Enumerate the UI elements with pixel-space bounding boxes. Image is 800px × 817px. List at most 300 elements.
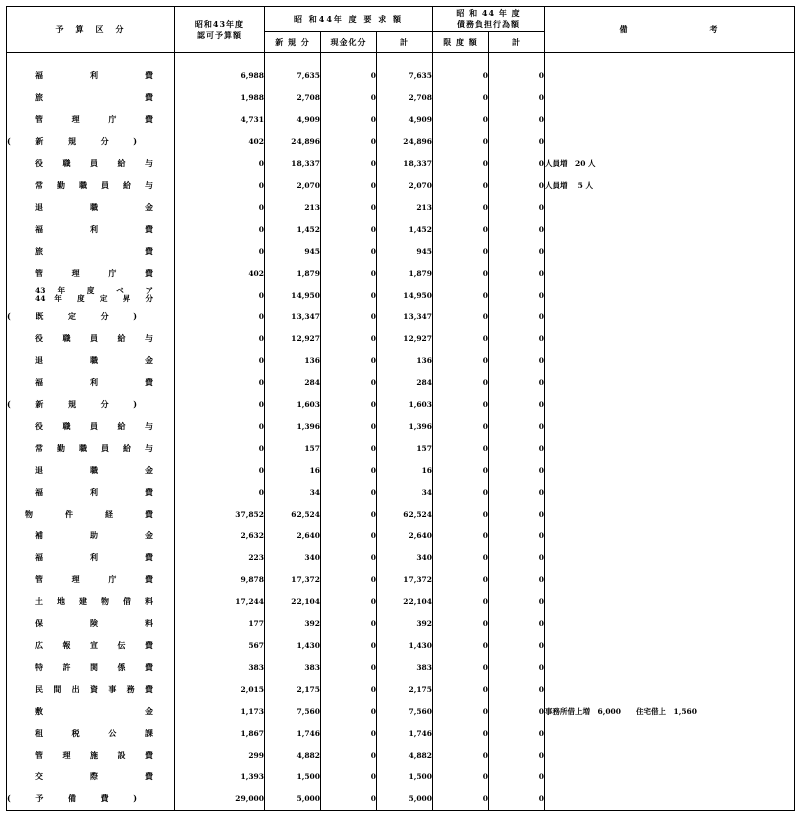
row-item-label: 物件経費: [25, 508, 153, 519]
row-remarks: [545, 437, 795, 459]
header-request-group: 昭 和44年 度 要 求 額: [265, 7, 433, 32]
row-prev-year-amount: 0: [175, 481, 265, 503]
row-obligation-limit: 0: [433, 788, 489, 811]
row-obligation-total: 0: [489, 678, 545, 700]
row-obligation-total: 0: [489, 306, 545, 328]
row-prev-year-amount: 402: [175, 131, 265, 153]
row-cash-part: 0: [321, 65, 377, 87]
row-obligation-total: 0: [489, 547, 545, 569]
row-obligation-limit: 0: [433, 131, 489, 153]
row-obligation-total: 0: [489, 744, 545, 766]
row-prev-year-amount: 0: [175, 240, 265, 262]
row-obligation-total: 0: [489, 569, 545, 591]
row-item-label: 43 年 度 ベ ア 44 年 度 定 昇 分: [35, 286, 153, 304]
row-item-label: 退職金: [35, 355, 153, 366]
row-obligation-total: 0: [489, 218, 545, 240]
row-new-request: 1,452: [265, 218, 321, 240]
row-prev-year-amount: 1,173: [175, 700, 265, 722]
row-item-label: 役職員給与: [35, 158, 153, 169]
row-new-request: 1,500: [265, 766, 321, 788]
row-item-label: 土地建物借料: [35, 596, 153, 607]
row-item-label: 管理庁費: [35, 114, 153, 125]
row-prev-year-amount: 0: [175, 175, 265, 197]
row-item-name: [7, 328, 175, 350]
row-request-total: 213: [377, 196, 433, 218]
table-spacer: [7, 53, 795, 66]
row-item-label: 退職金: [35, 464, 153, 475]
row-new-request: 1,430: [265, 635, 321, 657]
row-obligation-total: 0: [489, 481, 545, 503]
row-new-request: 62,524: [265, 503, 321, 525]
row-obligation-limit: 0: [433, 284, 489, 306]
row-item-label: 補助金: [35, 530, 153, 541]
row-obligation-limit: 0: [433, 240, 489, 262]
row-new-request: 284: [265, 372, 321, 394]
row-new-request: 157: [265, 437, 321, 459]
row-item-label: 退職金: [35, 201, 153, 212]
row-item-label: 役職員給与: [35, 333, 153, 344]
row-request-total: 34: [377, 481, 433, 503]
row-remarks: [545, 481, 795, 503]
row-item-name: [7, 459, 175, 481]
row-obligation-limit: 0: [433, 700, 489, 722]
row-request-total: 1,603: [377, 394, 433, 416]
row-obligation-limit: 0: [433, 722, 489, 744]
row-item-label: 特許関係費: [35, 661, 153, 672]
row-remarks: [545, 284, 795, 306]
row-remarks: [545, 635, 795, 657]
table-row: [7, 766, 795, 788]
table-row: [7, 459, 795, 481]
row-prev-year-amount: 1,867: [175, 722, 265, 744]
header-prev-year-line1: 昭和43年度: [194, 18, 245, 29]
row-new-request: 12,927: [265, 328, 321, 350]
row-prev-year-amount: 0: [175, 416, 265, 438]
table-row: [7, 525, 795, 547]
row-cash-part: 0: [321, 328, 377, 350]
header-remarks: 備 考: [545, 7, 795, 53]
row-prev-year-amount: 0: [175, 153, 265, 175]
row-cash-part: 0: [321, 722, 377, 744]
row-cash-part: 0: [321, 547, 377, 569]
row-cash-part: 0: [321, 503, 377, 525]
row-item-name: [7, 525, 175, 547]
row-obligation-limit: 0: [433, 547, 489, 569]
row-request-total: 1,746: [377, 722, 433, 744]
row-new-request: 16: [265, 459, 321, 481]
table-row: [7, 153, 795, 175]
table-row: [7, 262, 795, 284]
row-obligation-total: 0: [489, 503, 545, 525]
header-obligation-total: 計: [489, 32, 545, 53]
row-obligation-total: 0: [489, 175, 545, 197]
row-obligation-limit: 0: [433, 109, 489, 131]
row-obligation-limit: 0: [433, 175, 489, 197]
row-request-total: 7,560: [377, 700, 433, 722]
header-obligation-group: [433, 7, 545, 32]
row-item-name: [7, 591, 175, 613]
header-prev-year: [175, 7, 265, 53]
row-obligation-limit: 0: [433, 635, 489, 657]
row-remarks: [545, 591, 795, 613]
row-cash-part: 0: [321, 109, 377, 131]
row-item-label: 敷金: [35, 705, 153, 716]
row-item-label: (新規分): [7, 136, 137, 147]
row-request-total: 2,175: [377, 678, 433, 700]
row-obligation-total: 0: [489, 788, 545, 811]
row-cash-part: 0: [321, 569, 377, 591]
row-item-name: [7, 306, 175, 328]
row-item-label: 役職員給与: [35, 420, 153, 431]
row-obligation-limit: 0: [433, 481, 489, 503]
row-cash-part: 0: [321, 678, 377, 700]
row-new-request: 4,909: [265, 109, 321, 131]
row-new-request: 17,372: [265, 569, 321, 591]
header-obligation-line1: 昭 和 44 年 度: [456, 8, 521, 18]
table-row: [7, 591, 795, 613]
row-item-name: [7, 175, 175, 197]
row-cash-part: 0: [321, 175, 377, 197]
row-cash-part: 0: [321, 394, 377, 416]
row-remarks: [545, 372, 795, 394]
row-remarks: [545, 547, 795, 569]
row-obligation-total: 0: [489, 372, 545, 394]
row-remarks: [545, 459, 795, 481]
row-obligation-total: 0: [489, 240, 545, 262]
header-request-total: 計: [377, 32, 433, 53]
row-obligation-limit: 0: [433, 591, 489, 613]
row-prev-year-amount: 299: [175, 744, 265, 766]
row-new-request: 7,560: [265, 700, 321, 722]
row-new-request: 14,950: [265, 284, 321, 306]
row-item-label: 旅費: [35, 92, 153, 103]
row-item-label: 福利費: [35, 223, 153, 234]
row-obligation-total: 0: [489, 131, 545, 153]
table-row: [7, 613, 795, 635]
row-new-request: 4,882: [265, 744, 321, 766]
row-prev-year-amount: 0: [175, 196, 265, 218]
row-remarks: [545, 569, 795, 591]
table-row: [7, 744, 795, 766]
row-item-name: [7, 109, 175, 131]
row-cash-part: 0: [321, 591, 377, 613]
row-item-name: [7, 394, 175, 416]
row-new-request: 2,175: [265, 678, 321, 700]
row-item-label: 管理庁費: [35, 267, 153, 278]
row-obligation-limit: 0: [433, 503, 489, 525]
table-header: [7, 7, 795, 53]
row-new-request: 7,635: [265, 65, 321, 87]
row-request-total: 1,396: [377, 416, 433, 438]
row-item-name: [7, 481, 175, 503]
row-obligation-limit: 0: [433, 459, 489, 481]
row-obligation-total: 0: [489, 87, 545, 109]
row-cash-part: 0: [321, 262, 377, 284]
table-body: [7, 53, 795, 811]
row-new-request: 1,879: [265, 262, 321, 284]
row-new-request: 1,396: [265, 416, 321, 438]
header-prev-year-line2: 認可予算額: [197, 29, 242, 40]
row-cash-part: 0: [321, 656, 377, 678]
row-prev-year-amount: 0: [175, 218, 265, 240]
row-prev-year-amount: 567: [175, 635, 265, 657]
table-row: [7, 656, 795, 678]
row-obligation-total: 0: [489, 722, 545, 744]
row-cash-part: 0: [321, 306, 377, 328]
row-prev-year-amount: 0: [175, 350, 265, 372]
row-obligation-total: 0: [489, 437, 545, 459]
row-item-name: [7, 700, 175, 722]
row-new-request: 22,104: [265, 591, 321, 613]
row-new-request: 18,337: [265, 153, 321, 175]
row-request-total: 4,882: [377, 744, 433, 766]
row-item-name: [7, 416, 175, 438]
row-request-total: 2,070: [377, 175, 433, 197]
table-row: [7, 196, 795, 218]
row-new-request: 392: [265, 613, 321, 635]
row-remarks: [545, 416, 795, 438]
row-prev-year-amount: 0: [175, 394, 265, 416]
row-cash-part: 0: [321, 218, 377, 240]
row-item-name: [7, 613, 175, 635]
row-remarks: [545, 503, 795, 525]
row-request-total: 2,640: [377, 525, 433, 547]
row-obligation-total: 0: [489, 700, 545, 722]
row-remarks: [545, 240, 795, 262]
header-category: 予 算 区 分: [7, 7, 175, 53]
row-remarks: [545, 131, 795, 153]
row-new-request: 2,640: [265, 525, 321, 547]
row-obligation-total: 0: [489, 416, 545, 438]
row-cash-part: 0: [321, 87, 377, 109]
row-prev-year-amount: 17,244: [175, 591, 265, 613]
row-obligation-limit: 0: [433, 65, 489, 87]
row-prev-year-amount: 0: [175, 437, 265, 459]
table-row: [7, 635, 795, 657]
row-obligation-limit: 0: [433, 416, 489, 438]
row-cash-part: 0: [321, 240, 377, 262]
row-cash-part: 0: [321, 766, 377, 788]
row-prev-year-amount: 402: [175, 262, 265, 284]
row-cash-part: 0: [321, 744, 377, 766]
row-obligation-limit: 0: [433, 218, 489, 240]
row-item-label: (新規分): [7, 399, 137, 410]
row-obligation-limit: 0: [433, 525, 489, 547]
row-item-name: [7, 788, 175, 811]
row-prev-year-amount: 0: [175, 328, 265, 350]
row-item-name: [7, 656, 175, 678]
row-obligation-limit: 0: [433, 306, 489, 328]
row-new-request: 2,708: [265, 87, 321, 109]
row-cash-part: 0: [321, 350, 377, 372]
row-item-name: [7, 547, 175, 569]
header-cash-part: 現金化分: [321, 32, 377, 53]
row-prev-year-amount: 37,852: [175, 503, 265, 525]
row-prev-year-amount: 29,000: [175, 788, 265, 811]
table-row: [7, 503, 795, 525]
row-new-request: 24,896: [265, 131, 321, 153]
row-item-label: (予備費): [7, 793, 137, 804]
row-cash-part: 0: [321, 131, 377, 153]
row-obligation-limit: 0: [433, 744, 489, 766]
row-obligation-total: 0: [489, 394, 545, 416]
row-obligation-total: 0: [489, 109, 545, 131]
row-item-name: [7, 131, 175, 153]
table-row: [7, 306, 795, 328]
table-row: [7, 722, 795, 744]
row-remarks: [545, 766, 795, 788]
table-row: [7, 788, 795, 811]
row-item-label: 常勤職員給与: [35, 442, 153, 453]
row-prev-year-amount: 6,988: [175, 65, 265, 87]
row-remarks: [545, 788, 795, 811]
table-row: [7, 437, 795, 459]
row-cash-part: 0: [321, 459, 377, 481]
table-row: [7, 416, 795, 438]
header-obligation-line2: 債務負担行為額: [457, 19, 520, 29]
row-new-request: 383: [265, 656, 321, 678]
row-item-label: 租税公課: [35, 727, 153, 738]
row-item-label: (既定分): [7, 311, 137, 322]
row-item-name: [7, 635, 175, 657]
row-cash-part: 0: [321, 613, 377, 635]
row-item-label: 福利費: [35, 377, 153, 388]
row-remarks: [545, 656, 795, 678]
header-new-request: 新 規 分: [265, 32, 321, 53]
row-prev-year-amount: 0: [175, 459, 265, 481]
row-prev-year-amount: 383: [175, 656, 265, 678]
row-obligation-total: 0: [489, 284, 545, 306]
table-row: [7, 569, 795, 591]
table-row: [7, 87, 795, 109]
row-remarks: [545, 722, 795, 744]
table-row: [7, 700, 795, 722]
table-row: [7, 372, 795, 394]
row-request-total: 136: [377, 350, 433, 372]
table-row: [7, 394, 795, 416]
row-prev-year-amount: 1,393: [175, 766, 265, 788]
row-item-label: 福利費: [35, 552, 153, 563]
row-obligation-limit: 0: [433, 262, 489, 284]
row-item-label: 広報宣伝費: [35, 640, 153, 651]
row-new-request: 213: [265, 196, 321, 218]
row-remarks: [545, 350, 795, 372]
row-item-label: 福利費: [35, 70, 153, 81]
row-prev-year-amount: 2,015: [175, 678, 265, 700]
table-row: [7, 547, 795, 569]
row-obligation-total: 0: [489, 635, 545, 657]
row-new-request: 340: [265, 547, 321, 569]
row-remarks: [545, 218, 795, 240]
row-new-request: 34: [265, 481, 321, 503]
row-obligation-total: 0: [489, 65, 545, 87]
row-new-request: 136: [265, 350, 321, 372]
row-remarks: 事務所借上増 6,000 住宅借上 1,560: [545, 700, 795, 722]
row-obligation-total: 0: [489, 656, 545, 678]
row-new-request: 945: [265, 240, 321, 262]
row-request-total: 17,372: [377, 569, 433, 591]
table-row: [7, 481, 795, 503]
row-obligation-limit: 0: [433, 437, 489, 459]
row-obligation-total: 0: [489, 591, 545, 613]
row-item-name: [7, 218, 175, 240]
row-request-total: 1,452: [377, 218, 433, 240]
row-item-name: [7, 372, 175, 394]
row-request-total: 2,708: [377, 87, 433, 109]
row-cash-part: 0: [321, 196, 377, 218]
row-obligation-limit: 0: [433, 613, 489, 635]
row-cash-part: 0: [321, 437, 377, 459]
row-new-request: 2,070: [265, 175, 321, 197]
row-request-total: 392: [377, 613, 433, 635]
row-new-request: 13,347: [265, 306, 321, 328]
row-request-total: 383: [377, 656, 433, 678]
row-remarks: [545, 87, 795, 109]
row-request-total: 18,337: [377, 153, 433, 175]
row-item-name: [7, 678, 175, 700]
row-prev-year-amount: 2,632: [175, 525, 265, 547]
row-request-total: 22,104: [377, 591, 433, 613]
table-row: [7, 65, 795, 87]
row-item-label: 民間出資事務費: [35, 683, 153, 694]
row-prev-year-amount: 177: [175, 613, 265, 635]
row-request-total: 1,430: [377, 635, 433, 657]
row-cash-part: 0: [321, 700, 377, 722]
row-obligation-total: 0: [489, 766, 545, 788]
row-item-name: [7, 284, 175, 306]
row-obligation-limit: 0: [433, 350, 489, 372]
row-request-total: 12,927: [377, 328, 433, 350]
row-obligation-limit: 0: [433, 153, 489, 175]
row-request-total: 945: [377, 240, 433, 262]
table-row: [7, 131, 795, 153]
row-item-label: 保険料: [35, 618, 153, 629]
row-request-total: 1,879: [377, 262, 433, 284]
row-obligation-limit: 0: [433, 372, 489, 394]
header-limit: 限 度 額: [433, 32, 489, 53]
row-prev-year-amount: 0: [175, 284, 265, 306]
row-obligation-total: 0: [489, 613, 545, 635]
row-request-total: 284: [377, 372, 433, 394]
row-request-total: 340: [377, 547, 433, 569]
row-request-total: 7,635: [377, 65, 433, 87]
row-request-total: 16: [377, 459, 433, 481]
row-item-name: [7, 196, 175, 218]
row-prev-year-amount: 9,878: [175, 569, 265, 591]
table-row: [7, 218, 795, 240]
row-item-name: [7, 240, 175, 262]
row-prev-year-amount: 1,988: [175, 87, 265, 109]
row-item-label: 旅費: [35, 245, 153, 256]
row-request-total: 14,950: [377, 284, 433, 306]
row-obligation-total: 0: [489, 262, 545, 284]
row-prev-year-amount: 0: [175, 372, 265, 394]
row-cash-part: 0: [321, 372, 377, 394]
row-item-name: [7, 437, 175, 459]
row-remarks: [545, 678, 795, 700]
row-obligation-limit: 0: [433, 87, 489, 109]
row-item-name: [7, 569, 175, 591]
row-item-name: [7, 744, 175, 766]
row-remarks: [545, 328, 795, 350]
row-item-name: [7, 722, 175, 744]
table-row: [7, 109, 795, 131]
table-row: [7, 678, 795, 700]
row-obligation-limit: 0: [433, 328, 489, 350]
row-obligation-limit: 0: [433, 196, 489, 218]
row-item-name: [7, 262, 175, 284]
row-cash-part: 0: [321, 788, 377, 811]
